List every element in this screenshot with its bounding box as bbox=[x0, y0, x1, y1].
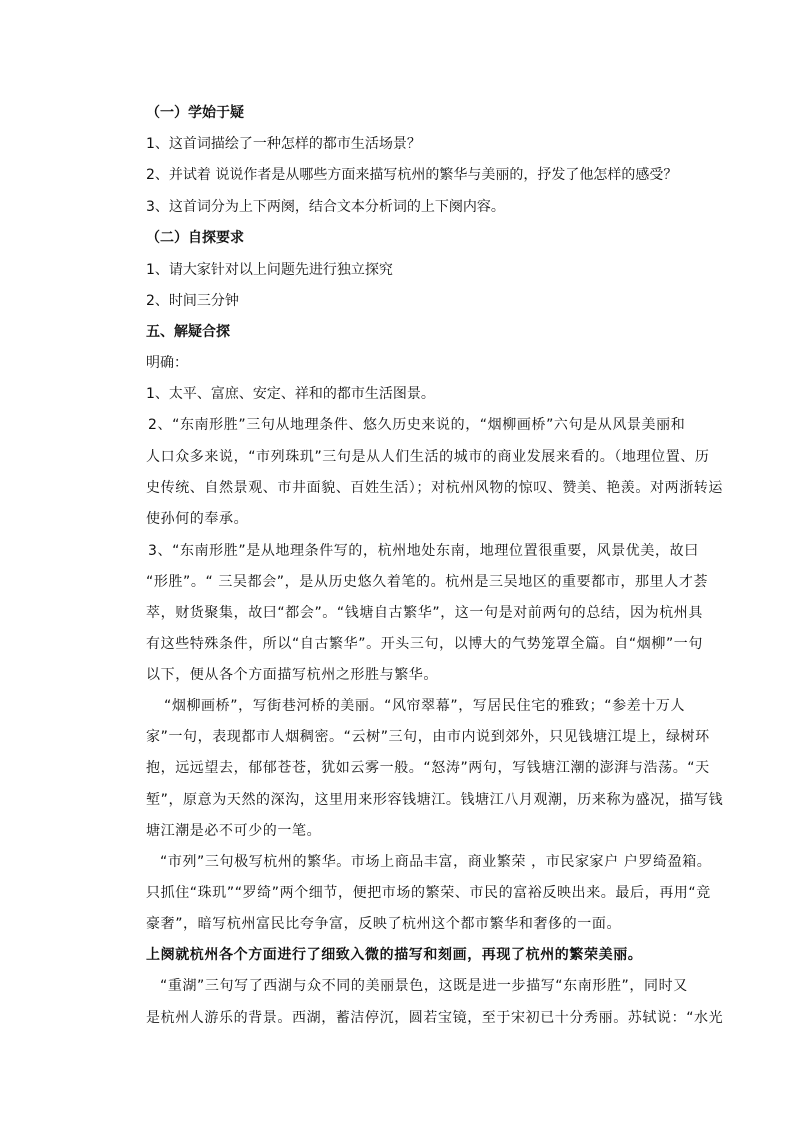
requirement-2: 2、时间三分钟 bbox=[146, 293, 239, 309]
answer-1: 1、太平、富庶、安定、祥和的都市生活图景。 bbox=[146, 386, 435, 402]
answer-3-line-2: “形胜”。“ 三吴都会”，是从历史悠久着笔的。杭州是三吴地区的重要都市，那里人才荟 bbox=[146, 574, 709, 590]
summary-shangque: 上阕就杭州各个方面进行了细致入微的描写和刻画，再现了杭州的繁荣美丽。 bbox=[146, 947, 643, 963]
answer-3-line-3: 萃，财货聚集，故曰“都会”。“钱塘自古繁华”，这一句是对前两句的总结，因为杭州具 bbox=[146, 605, 704, 621]
paragraph-chonghu-line-2: 是杭州人游乐的背景。西湖，蓄洁停沉，圆若宝镜，至于宋初已十分秀丽。苏轼说：“水光 bbox=[146, 1010, 724, 1026]
paragraph-yanliu-line-2: 家”一句，表现都市人烟稠密。“云树”三句，由市内说到郊外，只见钱塘江堤上，绿树环 bbox=[146, 729, 710, 745]
mingque-label: 明确： bbox=[146, 355, 188, 371]
paragraph-yanliu-line-5: 塘江潮是必不可少的一笔。 bbox=[146, 823, 322, 839]
answer-3-line-4: 有这些特殊条件，所以“自古繁华”。开头三句，以博大的气势笼罩全篇。自“烟柳”一句 bbox=[146, 636, 704, 652]
answer-2-line-2: 人口众多来说，“市列珠玑”三句是从人们生活的城市的商业发展来看的。（地理位置、历 bbox=[146, 449, 710, 465]
answer-2-line-1: 2、“东南形胜”三句从地理条件、悠久历史来说的，“烟柳画桥”六句是从风景美丽和 bbox=[148, 417, 686, 433]
question-2: 2、并试着 说说作者是从哪些方面来描写杭州的繁华与美丽的，抒发了他怎样的感受？ bbox=[146, 167, 678, 183]
answer-3-line-5: 以下，便从各个方面描写杭州之形胜与繁华。 bbox=[146, 667, 438, 683]
question-3: 3、这首词分为上下两阕，结合文本分析词的上下阕内容。 bbox=[146, 199, 505, 215]
answer-2-line-4: 使孙何的奉承。 bbox=[146, 511, 249, 527]
answer-3-line-1: 3、“东南形胜”是从地理条件写的，杭州地处东南，地理位置很重要，风景优美，故曰 bbox=[148, 543, 699, 559]
paragraph-yanliu-line-3: 抱，远远望去，郁郁苍苍，犹如云雾一般。“怒涛”两句，写钱塘江潮的澎湃与浩荡。“天 bbox=[146, 760, 710, 776]
requirement-1: 1、请大家针对以上问题先进行独立探究 bbox=[146, 262, 393, 278]
paragraph-shilie-line-2: 只抓住“珠玑”“罗绮”两个细节，便把市场的繁荣、市民的富裕反映出来。最后，再用“竞 bbox=[146, 885, 711, 901]
paragraph-shilie-line-1: “市列”三句极写杭州的繁华。市场上商品丰富，商业繁荣 ，市民家家户 户罗绮盈箱。 bbox=[160, 854, 712, 870]
paragraph-yanliu-line-4: 堑”，原意为天然的深沟，这里用来形容钱塘江。钱塘江八月观潮，历来称为盛况，描写钱 bbox=[146, 792, 724, 808]
section-heading-xue-shi-yu-yi: （一）学始于疑 bbox=[146, 105, 244, 121]
section-heading-jie-yi-he-tan: 五、解疑合探 bbox=[146, 324, 230, 340]
paragraph-yanliu-line-1: “烟柳画桥”，写街巷河桥的美丽。“风帘翠幕”，写居民住宅的雅致；“参差十万人 bbox=[164, 698, 686, 714]
question-1: 1、这首词描绘了一种怎样的都市生活场景？ bbox=[146, 136, 421, 152]
answer-2-line-3: 史传统、自然景观、市井面貌、百姓生活）；对杭州风物的惊叹、赞美、艳羡。对两浙转运 bbox=[146, 480, 723, 496]
paragraph-chonghu-line-1: “重湖”三句写了西湖与众不同的美丽景色，这既是进一步描写“东南形胜”，同时又 bbox=[160, 978, 688, 994]
paragraph-shilie-line-3: 豪奢”，暗写杭州富民比夸争富，反映了杭州这个都市繁华和奢侈的一面。 bbox=[146, 916, 622, 932]
section-heading-zi-tan-yao-qiu: （二）自探要求 bbox=[146, 230, 244, 246]
